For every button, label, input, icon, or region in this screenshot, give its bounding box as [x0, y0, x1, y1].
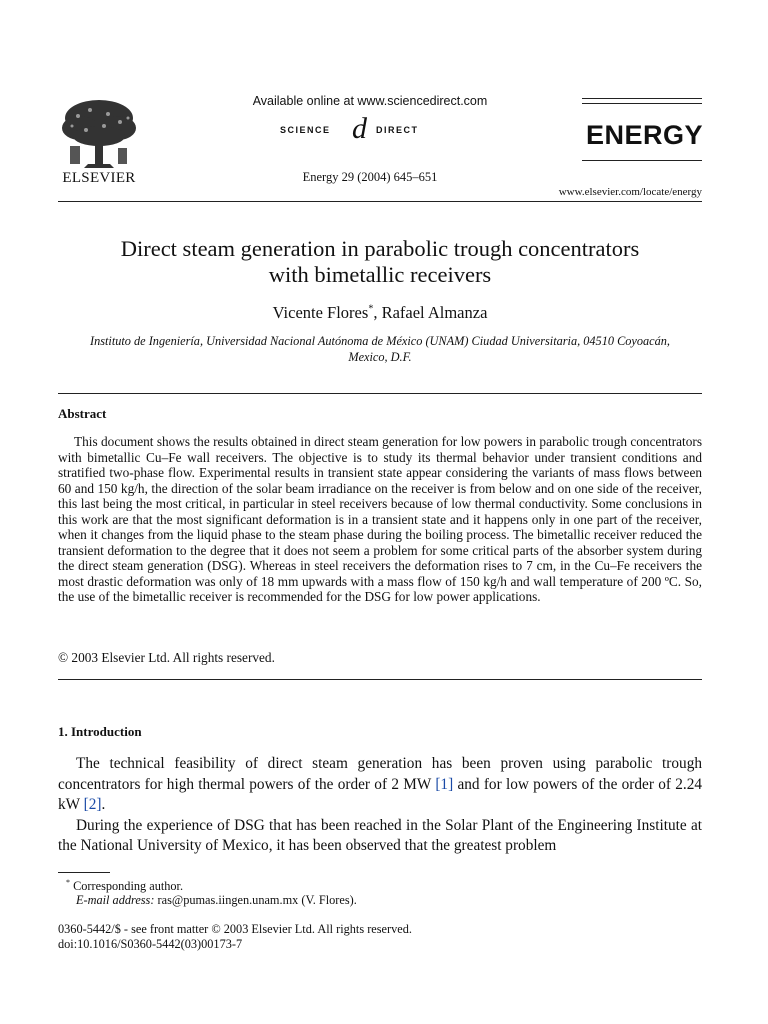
footnote-corresponding-author — [66, 878, 183, 894]
author-name: Vicente Flores — [272, 303, 369, 322]
sciencedirect-at-symbol: d — [352, 112, 367, 145]
journal-title-rule-top — [582, 98, 702, 99]
author-list: Vicente Flores*, Rafael Almanza — [272, 303, 488, 322]
article-title — [58, 236, 702, 288]
affiliation-line-2: Mexico, D.F. — [348, 350, 412, 364]
available-online-text[interactable]: Available online at www.sciencedirect.com — [252, 94, 488, 108]
journal-title-rule-bottom — [582, 160, 702, 161]
publisher-name: ELSEVIER — [62, 170, 136, 186]
abstract-paragraph: This document shows the results obtained in direct steam generation for low powers in parabolic trough concentrators with bimetallic Cu–Fe wall receivers. The objective is to study its thermal behavior under transient conditions and stratified two-phase flow. Experimental results in transient state appear considering the variants of mass flows between 60 and 150 kg/h, the direction of the solar beam irradiance on the receiver is from below and on one side of the receiver, this last being the most critical, in particular in steel receivers because of low thermal conductivity. Some conclusions in this work are that the most significant deformation is in a transient state and it happens only in one part of the receiver, when it changes from the liquid phase to the steam phase during the boiling process. The bimetallic receiver reduced the transient deformation to the degree that it does not seem a problem for some critical parts of the absorber system during the direct steam generation (DSG). Whereas in steel receivers the deformation rises to 7 cm, in the Cu–Fe receivers the most drastic deformation was only of 18 mm upwards with a mass flow of 150 kg/h and wall temperature of 200 ºC. So, the use of the bimetallic receiver is recommended for the DSG for low power applications. — [58, 434, 702, 604]
sciencedirect-logo — [280, 112, 460, 145]
abstract-bottom-divider — [58, 679, 702, 680]
intro-text: and for low powers of the order of 2.24 kW — [58, 775, 703, 813]
journal-title: ENERGY — [586, 120, 704, 150]
intro-text: The technical feasibility of direct steam generation has been proven using parabolic trough concentrators for high thermal powers of the order of 2 MW — [58, 755, 702, 793]
citation-link-2[interactable]: [2] — [83, 796, 102, 813]
footnote-email — [76, 893, 357, 908]
email-label: E-mail address: — [76, 893, 155, 907]
article-title-line-1: Direct steam generation in parabolic trough concentrators — [120, 236, 640, 261]
section-heading-introduction: 1. Introduction — [58, 724, 142, 739]
intro-paragraph-1 — [58, 754, 702, 816]
journal-reference: Energy 29 (2004) 645–651 — [302, 170, 438, 184]
footnote-mark: * — [66, 878, 70, 887]
journal-url-link[interactable]: www.elsevier.com/locate/energy — [558, 186, 702, 198]
intro-text: . — [101, 796, 106, 813]
author-name: Rafael Almanza — [381, 303, 488, 322]
author-affiliation — [58, 333, 702, 365]
article-title-line-2: with bimetallic receivers — [268, 262, 492, 287]
footnote-divider — [58, 872, 110, 873]
front-matter-notice: 0360-5442/$ - see front matter © 2003 Elsevier Ltd. All rights reserved. — [58, 922, 412, 936]
journal-title-rule-top-2 — [582, 103, 702, 104]
abstract-body — [58, 434, 702, 605]
corresponding-author-mark[interactable]: * — [368, 303, 374, 315]
abstract-top-divider — [58, 393, 702, 394]
abstract-copyright: © 2003 Elsevier Ltd. All rights reserved. — [58, 650, 275, 665]
doi-identifier[interactable]: doi:10.1016/S0360-5442(03)00173-7 — [58, 937, 243, 951]
header-divider — [58, 201, 702, 202]
footnote-text: Corresponding author. — [70, 879, 184, 894]
email-address[interactable]: ras@pumas.iingen.unam.mx (V. Flores). — [154, 893, 357, 907]
introduction-body — [58, 754, 702, 857]
sciencedirect-logo-right: DIRECT — [376, 125, 419, 135]
citation-link-1[interactable]: [1] — [435, 775, 454, 793]
sciencedirect-logo-left: SCIENCE — [280, 125, 331, 135]
intro-paragraph-2: During the experience of DSG that has been reached in the Solar Plant of the Engineering Institute at the National University of Mexico, it has been observed that the greatest problem — [58, 816, 702, 854]
affiliation-line-1: Instituto de Ingeniería, Universidad Nacional Autónoma de México (UNAM) Ciudad Universitaria, 04510 Coyoacán, — [89, 334, 671, 348]
abstract-heading: Abstract — [58, 406, 107, 421]
